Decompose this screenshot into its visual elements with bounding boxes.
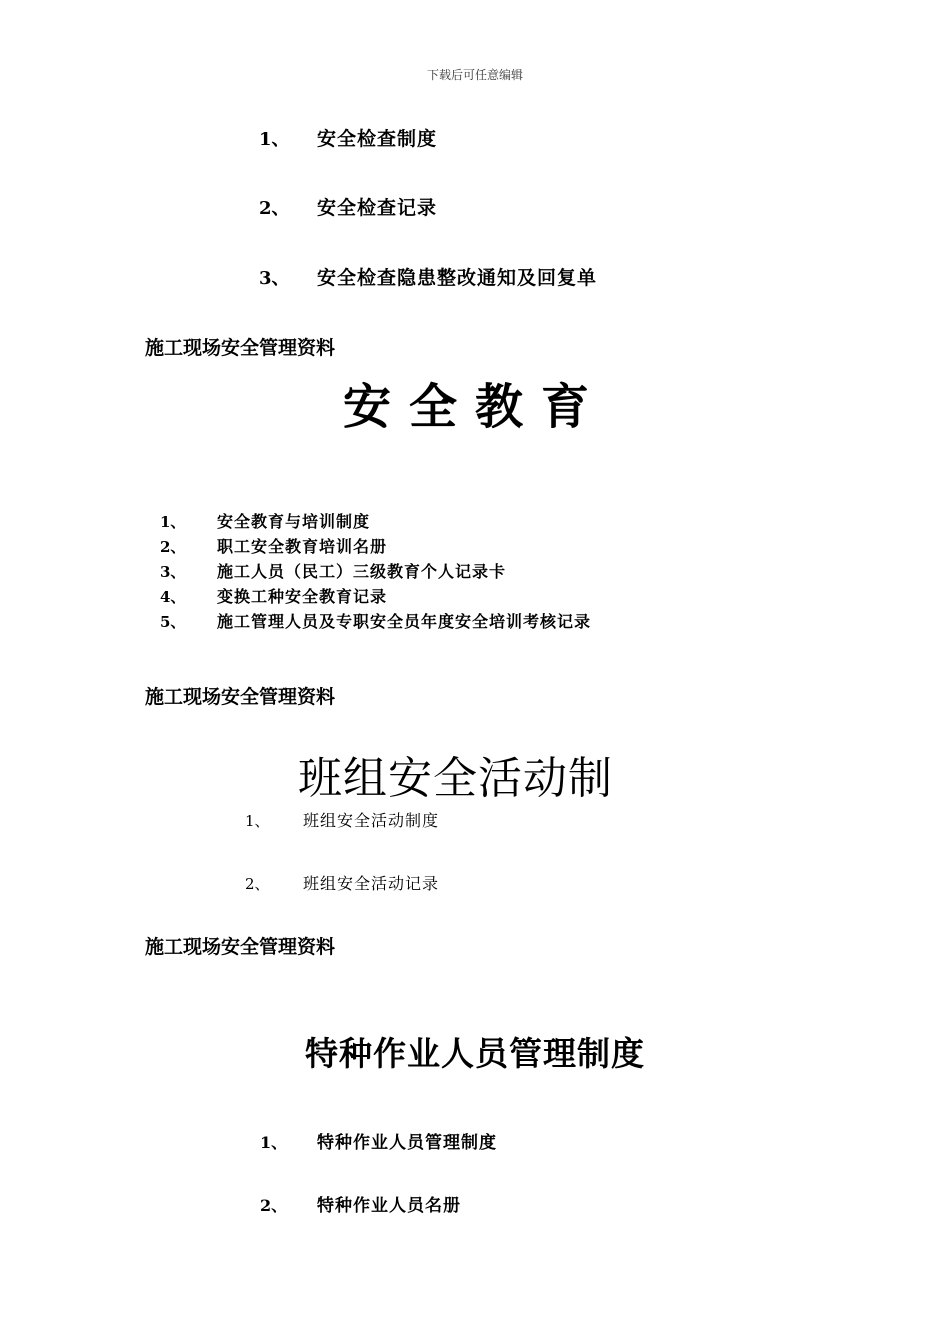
item-number: 2、 [245,875,270,893]
item-number: 2、 [260,1196,288,1215]
list-item [245,808,439,831]
section-label: 施工现场安全管理资料 [145,936,336,958]
item-number: 1、 [260,1133,288,1152]
item-number: 1、 [245,812,270,830]
section-label: 施工现场安全管理资料 [145,686,336,708]
list-item [160,584,387,607]
item-text: 安全教育与培训制度 [217,512,371,531]
item-number: 2、 [259,198,290,219]
item-text: 施工管理人员及专职安全员年度安全培训考核记录 [217,612,592,631]
list-item [160,509,370,532]
item-number: 3、 [259,268,290,289]
item-number: 1、 [160,513,186,531]
list-item [160,534,387,557]
list-item [260,1128,497,1153]
list-item [160,559,506,582]
item-text: 安全检查制度 [317,128,438,150]
section-title-safety-education: 安全教育 [342,379,607,435]
list-item [245,871,439,894]
list-item [260,1191,461,1216]
item-text: 安全检查隐患整改通知及回复单 [317,267,598,289]
section-title-special-operations: 特种作业人员管理制度 [305,1034,645,1073]
section-title-team-safety: 班组安全活动制 [298,753,613,804]
item-number: 1、 [259,129,290,150]
header-note: 下载后可任意编辑 [426,68,523,82]
list-item [160,609,591,632]
list-item [259,193,437,220]
item-text: 班组安全活动记录 [303,874,440,893]
section-label: 施工现场安全管理资料 [145,337,336,359]
item-text: 职工安全教育培训名册 [217,537,388,556]
item-text: 特种作业人员管理制度 [317,1133,497,1153]
item-number: 4、 [160,588,186,606]
item-text: 安全检查记录 [317,197,438,219]
item-text: 施工人员（民工）三级教育个人记录卡 [217,562,507,581]
list-item [259,124,437,151]
item-text: 特种作业人员名册 [317,1196,461,1216]
item-number: 5、 [160,613,186,631]
item-number: 2、 [160,538,186,556]
item-text: 变换工种安全教育记录 [217,587,388,606]
item-number: 3、 [160,563,186,581]
list-item [259,263,597,290]
item-text: 班组安全活动制度 [303,811,440,830]
